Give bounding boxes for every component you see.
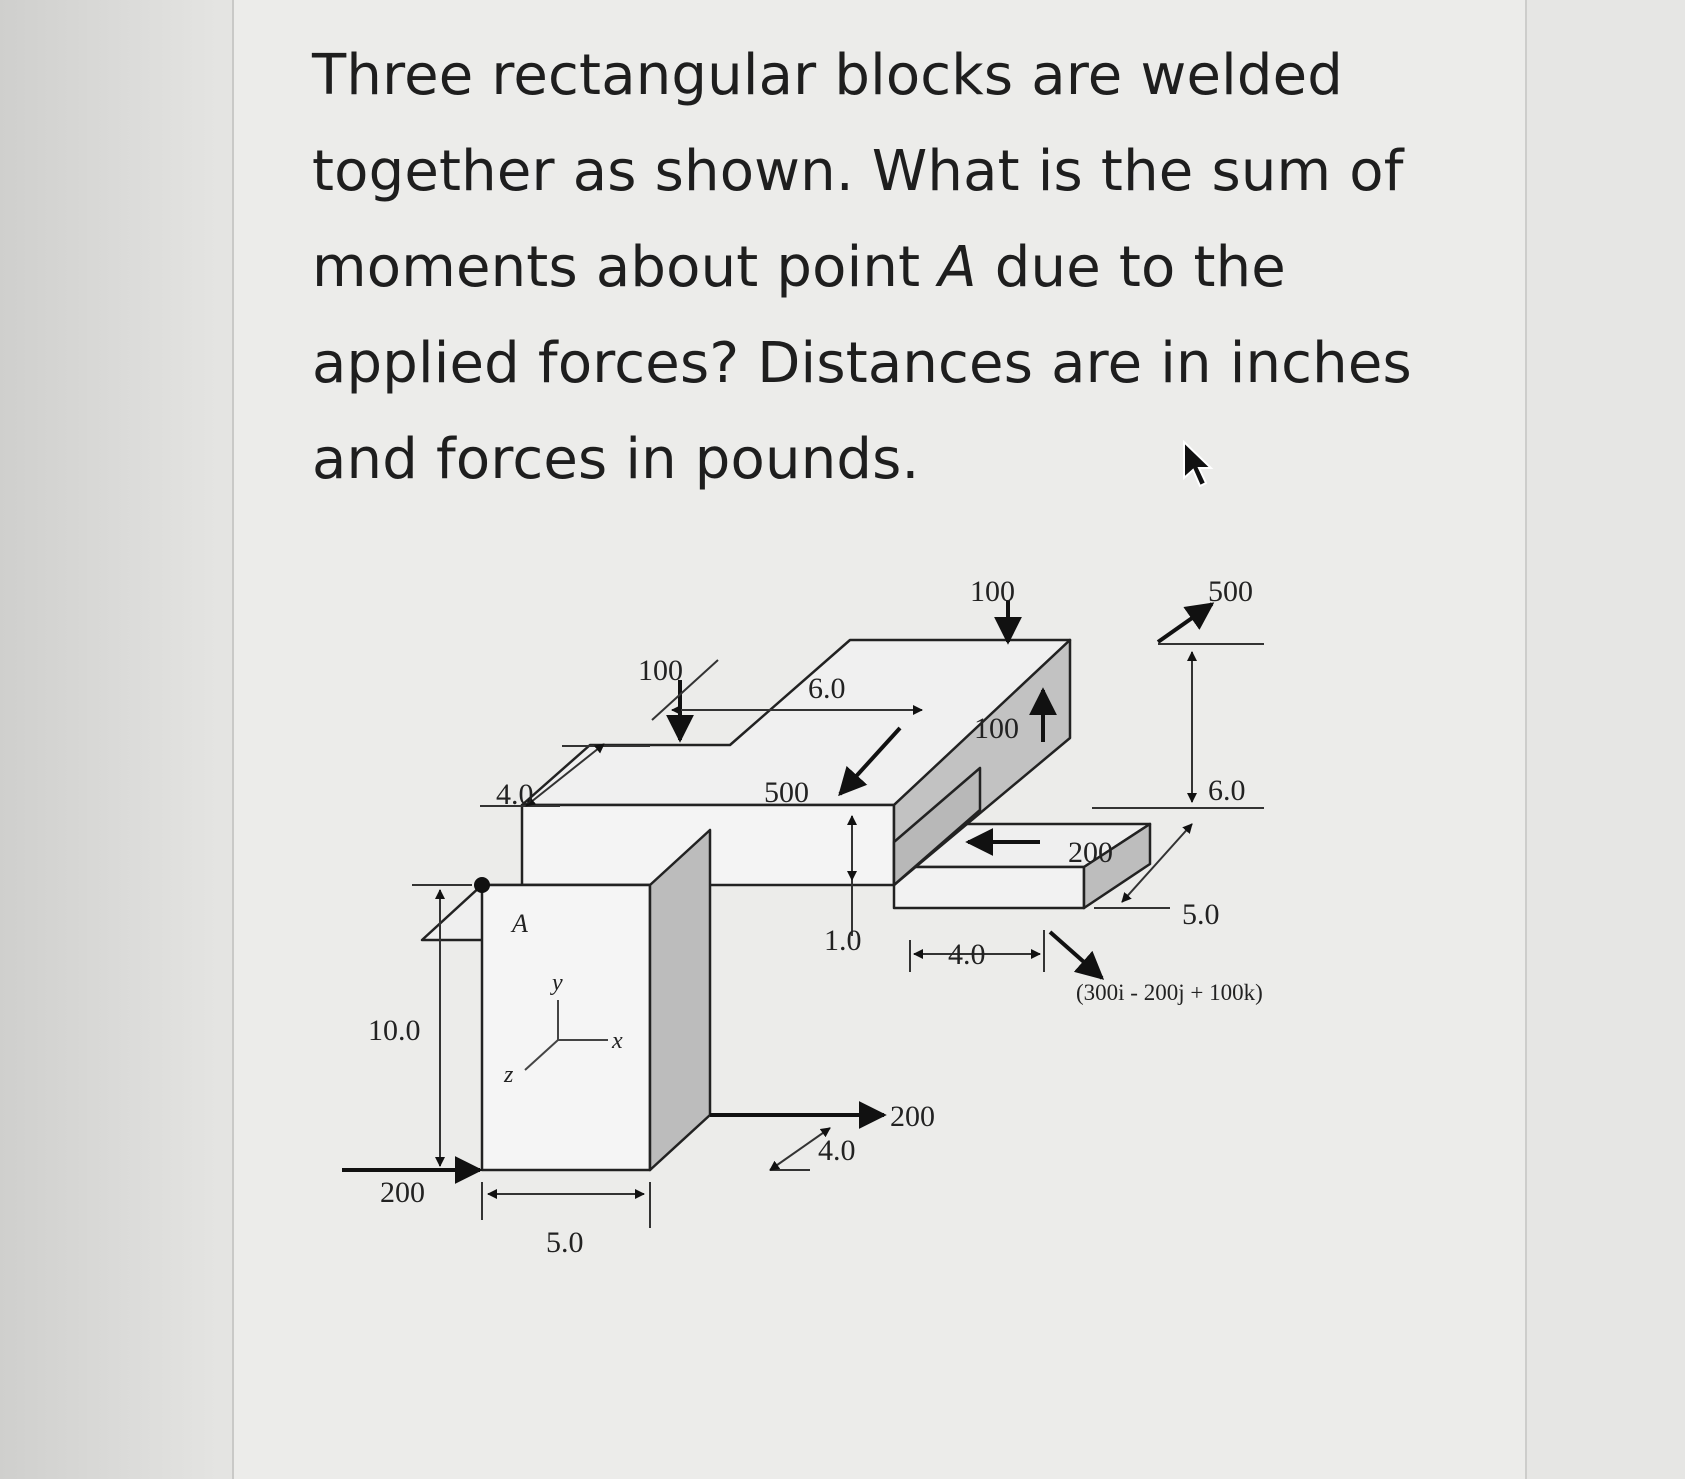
force-left-100-label: 100 [638,654,683,687]
point-a-reference: A [938,235,977,300]
axis-z-label: z [504,1062,514,1088]
force-top-500-arrow [1158,604,1212,642]
dim-1-0-label: 1.0 [824,924,862,957]
question-line-3-start: moments about point [312,235,939,300]
dim-4-0-left-label: 4.0 [496,778,534,811]
right-block-front-face [894,867,1084,908]
force-200-bottom-left-label: 200 [380,1176,425,1209]
blocks-diagram [340,580,1400,1360]
dim-6-0-right-label: 6.0 [1208,774,1246,807]
force-200-mid-label: 200 [1068,836,1113,869]
force-200-bottom-right-label: 200 [890,1100,935,1133]
welded-blocks [422,640,1150,1170]
force-top-100-label: 100 [970,580,1015,608]
point-a-label: A [512,909,528,938]
question-text [312,28,1462,508]
dim-5-0-right-label: 5.0 [1182,898,1220,931]
mouse-pointer-icon [1180,440,1216,492]
force-vector-label: (300i - 200j + 100k) [1076,980,1263,1005]
question-line-1: Three rectangular blocks are welded [312,43,1344,108]
point-a-dot [474,877,490,893]
question-line-3 [312,220,1462,316]
axis-y-label: y [552,970,563,996]
dim-6-0-top-label: 6.0 [808,672,846,705]
dim-4-0-bottom-label: 4.0 [818,1134,856,1167]
force-top-500-label: 500 [1208,580,1253,608]
axis-x-label: x [612,1028,623,1054]
left-block-front-face [482,885,650,1170]
force-500-mid-label: 500 [764,776,809,809]
question-line-5: and forces in pounds. [312,427,920,492]
force-vector-arrow [1050,932,1102,978]
dim-10-0-label: 10.0 [368,1014,421,1047]
dim-5-0-bottom-label: 5.0 [546,1226,584,1259]
left-block-side-face [650,830,710,1170]
dim-4-0-mid-label: 4.0 [948,938,986,971]
question-line-3-end: due to the [976,235,1286,300]
question-line-4: applied forces? Distances are in inches [312,331,1412,396]
question-line-2: together as shown. What is the sum of [312,139,1404,204]
force-up-100-label: 100 [974,712,1019,745]
